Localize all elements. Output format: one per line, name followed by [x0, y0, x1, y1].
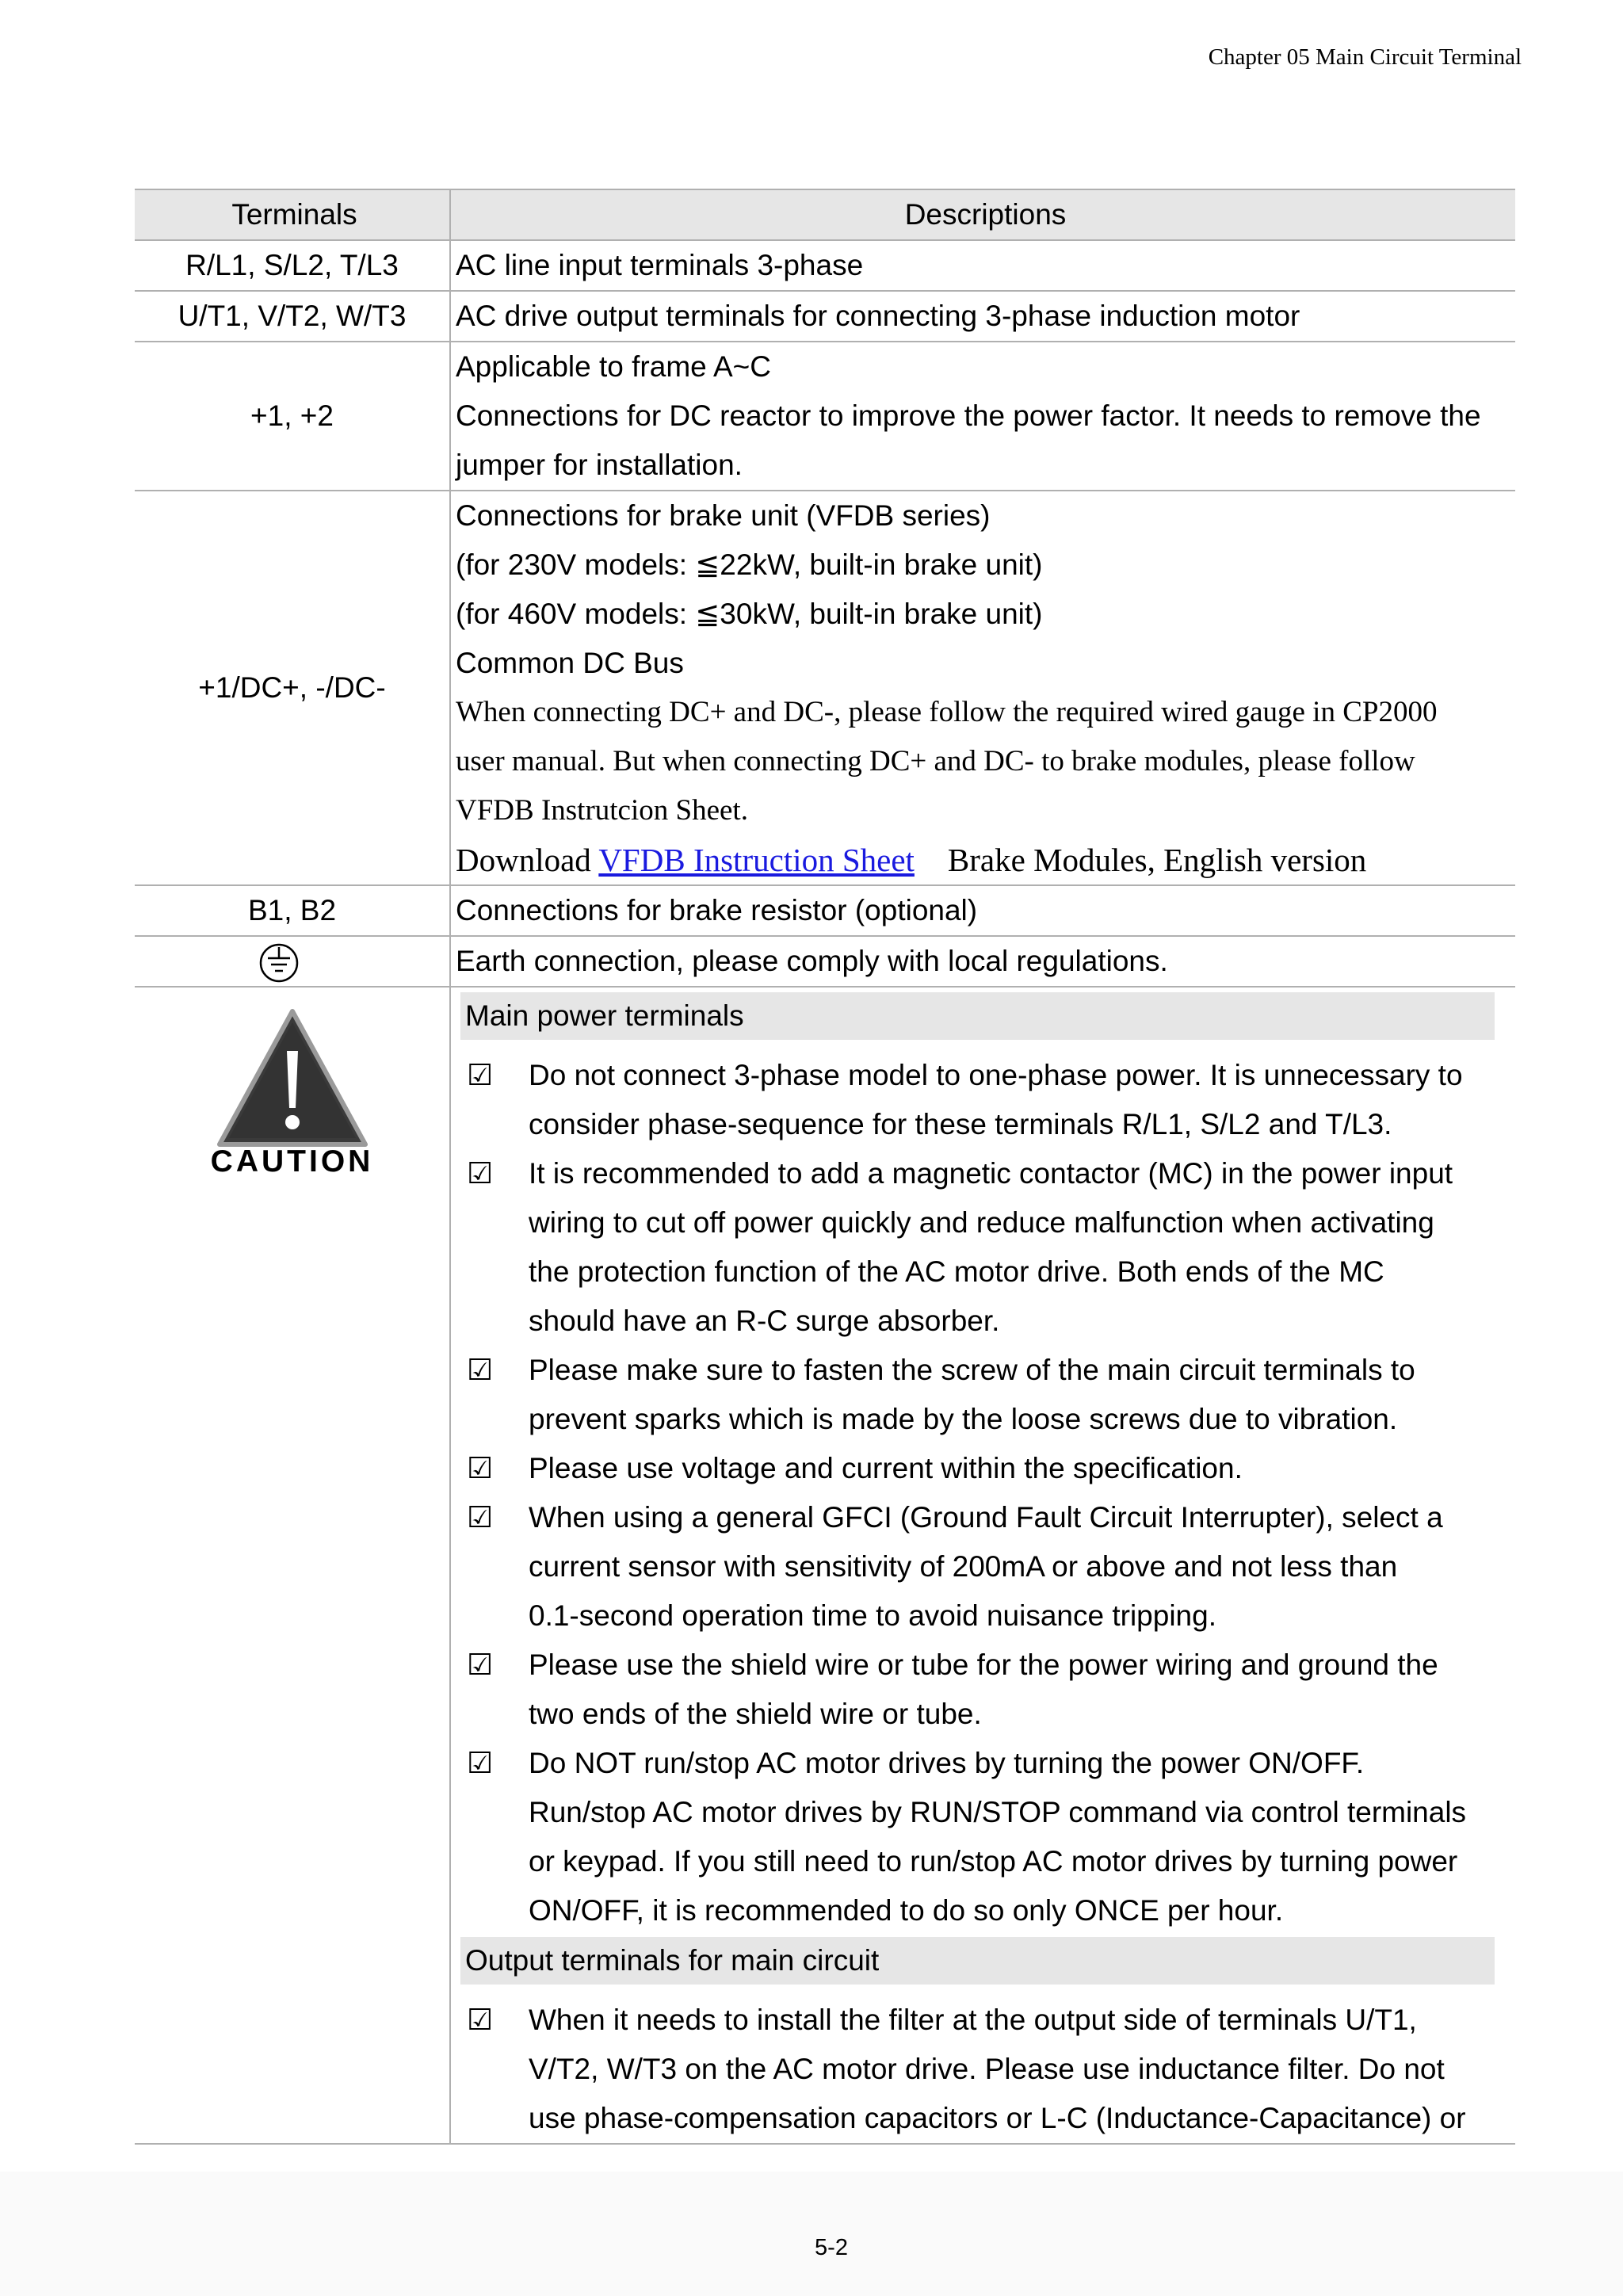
bullet-line: Please make sure to fasten the screw of the main circuit terminals to: [529, 1354, 1415, 1386]
list-item: [456, 1051, 1495, 1149]
caution-cell: [135, 987, 450, 2144]
checkbox-icon: ☑: [467, 1059, 494, 1091]
section-heading-output-terminals: Output terminals for main circuit: [460, 1937, 1495, 1985]
checkbox-icon: ☑: [467, 1501, 494, 1534]
description-line: Connections for DC reactor to improve the power factor. It needs to remove the: [456, 399, 1481, 432]
description-line: Earth connection, please comply with local regulations.: [456, 945, 1168, 977]
bullet-line: Run/stop AC motor drives by RUN/STOP command via control terminals: [529, 1796, 1467, 1828]
main-power-list: [456, 1051, 1495, 1935]
chapter-header: Chapter 05 Main Circuit Terminal: [1208, 44, 1522, 70]
description-line: AC drive output terminals for connecting 3-phase induction motor: [456, 300, 1300, 332]
description-cell: [450, 240, 1515, 291]
description-cell: [450, 936, 1515, 987]
vfdb-instruction-sheet-link[interactable]: VFDB Instruction Sheet: [598, 842, 915, 878]
warning-triangle-icon: [215, 1007, 370, 1149]
column-header-descriptions: Descriptions: [450, 189, 1515, 240]
download-prefix: Download: [456, 842, 599, 878]
bullet-line: It is recommended to add a magnetic contactor (MC) in the power input: [529, 1157, 1453, 1190]
bullet-line: current sensor with sensitivity of 200mA or above and not less than: [529, 1550, 1398, 1583]
checkbox-icon: ☑: [467, 1747, 494, 1779]
description-line: Common DC Bus: [456, 647, 684, 679]
checkbox-icon: ☑: [467, 1354, 494, 1386]
page-footer-band: [0, 2172, 1623, 2296]
description-line: jumper for installation.: [456, 449, 743, 481]
list-item: [456, 1444, 1495, 1493]
table-row: [135, 885, 1515, 936]
bullet-line: use phase-compensation capacitors or L-C (Inductance-Capacitance) or: [529, 2102, 1466, 2134]
description-line: Applicable to frame A~C: [456, 350, 771, 383]
caution-label: CAUTION: [210, 1144, 374, 1179]
description-cell: [450, 342, 1515, 491]
checkbox-icon: ☑: [467, 2004, 494, 2036]
list-item: [456, 1149, 1495, 1346]
description-line: Connections for brake unit (VFDB series): [456, 499, 991, 532]
table-row: [135, 342, 1515, 491]
table-row: [135, 491, 1515, 885]
description-note-line: user manual. But when connecting DC+ and DC- to brake modules, please follow: [456, 745, 1415, 777]
description-cell: [450, 291, 1515, 342]
description-cell: [450, 885, 1515, 936]
list-item: [456, 1346, 1495, 1444]
bullet-line: or keypad. If you still need to run/stop AC motor drives by turning power: [529, 1845, 1458, 1878]
download-line: [456, 835, 1515, 884]
bullet-line: Please use voltage and current within the specification.: [529, 1452, 1243, 1484]
checkbox-icon: ☑: [467, 1157, 494, 1190]
caution-content-cell: [450, 987, 1515, 2144]
bullet-line: should have an R-C surge absorber.: [529, 1305, 1000, 1337]
checkbox-icon: ☑: [467, 1648, 494, 1681]
description-line: (for 460V models: ≦30kW, built-in brake unit): [456, 598, 1043, 630]
caution-row: [135, 987, 1515, 2144]
earth-ground-icon: [257, 941, 301, 985]
bullet-line: V/T2, W/T3 on the AC motor drive. Please use inductance filter. Do not: [529, 2053, 1445, 2085]
list-item: [456, 1739, 1495, 1935]
page-number: 5-2: [815, 2235, 848, 2260]
terminal-cell: [135, 936, 450, 987]
description-cell: [450, 491, 1515, 885]
table-row: [135, 240, 1515, 291]
bullet-line: wiring to cut off power quickly and reduce malfunction when activating: [529, 1206, 1434, 1239]
table-row: [135, 936, 1515, 987]
table-header-row: [135, 189, 1515, 240]
bullet-line: 0.1-second operation time to avoid nuisance tripping.: [529, 1599, 1216, 1632]
terminals-table: [135, 189, 1515, 2145]
terminal-cell: U/T1, V/T2, W/T3: [135, 291, 450, 342]
section-heading-main-power: Main power terminals: [460, 992, 1495, 1040]
terminal-cell: B1, B2: [135, 885, 450, 936]
output-terminals-list: [456, 1996, 1495, 2143]
bullet-line: Do NOT run/stop AC motor drives by turning the power ON/OFF.: [529, 1747, 1365, 1779]
column-header-terminals: Terminals: [135, 189, 450, 240]
terminal-cell: R/L1, S/L2, T/L3: [135, 240, 450, 291]
table-row: [135, 291, 1515, 342]
bullet-line: two ends of the shield wire or tube.: [529, 1698, 982, 1730]
bullet-line: consider phase-sequence for these terminals R/L1, S/L2 and T/L3.: [529, 1108, 1392, 1140]
bullet-line: When it needs to install the filter at the output side of terminals U/T1,: [529, 2004, 1417, 2036]
bullet-line: ON/OFF, it is recommended to do so only ONCE per hour.: [529, 1894, 1284, 1927]
bullet-line: the protection function of the AC motor drive. Both ends of the MC: [529, 1255, 1384, 1288]
description-note-line: When connecting DC+ and DC-, please follow the required wired gauge in CP2000: [456, 696, 1438, 728]
list-item: [456, 1996, 1495, 2143]
bullet-line: When using a general GFCI (Ground Fault Circuit Interrupter), select a: [529, 1501, 1443, 1534]
bullet-line: prevent sparks which is made by the loose screws due to vibration.: [529, 1403, 1398, 1435]
description-note-line: VFDB Instrutcion Sheet.: [456, 794, 748, 827]
description-line: AC line input terminals 3-phase: [456, 249, 864, 281]
download-suffix: Brake Modules, English version: [947, 842, 1367, 878]
terminal-cell: +1, +2: [135, 342, 450, 491]
bullet-line: Do not connect 3-phase model to one-phase power. It is unnecessary to: [529, 1059, 1463, 1091]
description-line: (for 230V models: ≦22kW, built-in brake unit): [456, 548, 1043, 581]
terminal-cell: +1/DC+, -/DC-: [135, 491, 450, 885]
list-item: [456, 1641, 1495, 1739]
checkbox-icon: ☑: [467, 1452, 494, 1484]
bullet-line: Please use the shield wire or tube for the power wiring and ground the: [529, 1648, 1438, 1681]
list-item: [456, 1493, 1495, 1641]
description-line: Connections for brake resistor (optional): [456, 894, 978, 926]
